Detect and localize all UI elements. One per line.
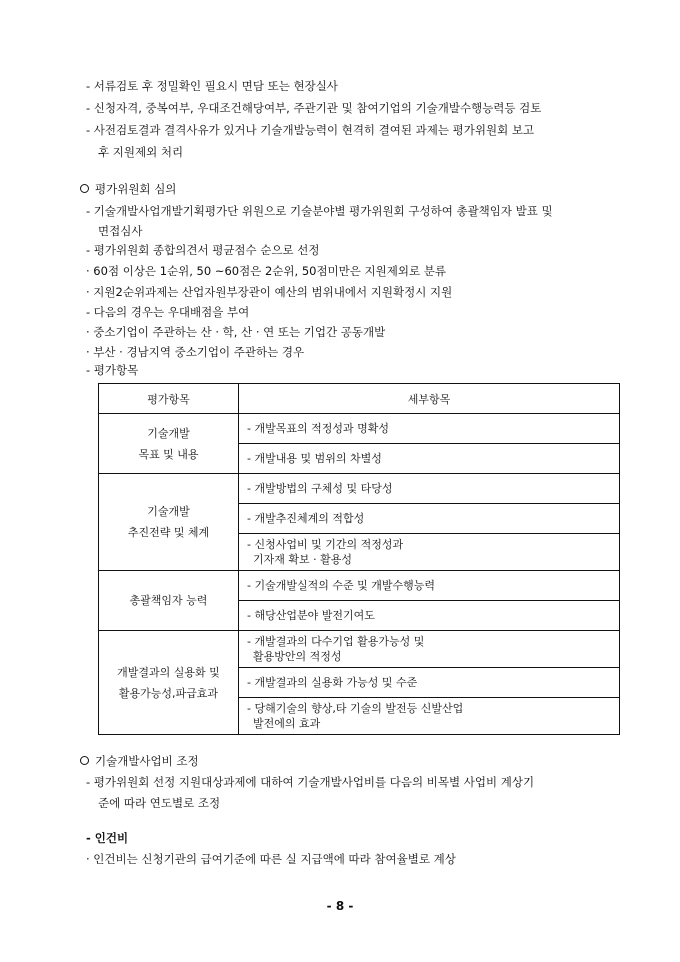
committee-line: · 부산 · 경남지역 중소기업이 주관하는 경우 — [86, 345, 305, 359]
intro-line: 후 지원제외 처리 — [98, 145, 184, 159]
item-cell: - 기술개발실적의 수준 및 개발수행능력 — [239, 571, 620, 601]
item-cell: - 개발결과의 실용화 가능성 및 수준 — [239, 668, 620, 698]
committee-line: · 60점 이상은 1순위, 50 ~60점은 2순위, 50점미만은 지원제외로 분류 — [86, 264, 446, 278]
table-row — [99, 414, 620, 444]
intro-line: - 서류검토 후 정밀확인 필요시 면담 또는 현장실사 — [86, 79, 338, 93]
circle-bullet-icon — [80, 756, 89, 765]
committee-line: · 지원2순위과제는 산업자원부장관이 예산의 범위내에서 지원확정시 지원 — [86, 285, 453, 299]
table-row — [99, 474, 620, 504]
table-header-row — [99, 384, 620, 414]
committee-line: - 다음의 경우는 우대배점을 부여 — [86, 305, 250, 319]
item-cell: - 신청사업비 및 기간의 적정성과 기자재 확보 · 활용성 — [239, 534, 620, 571]
table-header-cell: 평가항목 — [99, 384, 239, 414]
budget-line: - 평가위원회 선정 지원대상과제에 대하여 기술개발사업비를 다음의 비목별 사업비 계상기 — [86, 775, 535, 789]
category-cell: 기술개발 추진전략 및 체계 — [99, 474, 239, 571]
circle-bullet-icon — [80, 184, 89, 193]
item-cell: - 개발내용 및 범위의 차별성 — [239, 444, 620, 474]
committee-line: 면접심사 — [98, 224, 143, 238]
page-number: - 8 - — [326, 899, 354, 913]
committee-heading: 평가위원회 심의 — [80, 181, 176, 197]
committee-line: - 평가항목 — [86, 363, 139, 377]
item-cell: - 개발결과의 다수기업 활용가능성 및 활용방안의 적정성 — [239, 631, 620, 668]
item-cell: - 개발방법의 구체성 및 타당성 — [239, 474, 620, 504]
committee-line: - 기술개발사업개발기획평가단 위원으로 기술분야별 평가위원회 구성하여 총괄책임자 발표 및 — [86, 204, 553, 218]
budget-heading: 기술개발사업비 조정 — [80, 753, 199, 769]
labor-line: · 인건비는 신청기관의 급여기준에 따른 실 지급액에 따라 참여율별로 계상 — [86, 852, 456, 866]
category-cell: 개발결과의 실용화 및 활용가능성,파급효과 — [99, 631, 239, 735]
budget-line: 준에 따라 연도별로 조정 — [98, 796, 221, 810]
committee-line: - 평가위원회 종합의견서 평균점수 순으로 선정 — [86, 243, 320, 257]
evaluation-table — [98, 383, 620, 735]
committee-line: · 중소기업이 주관하는 산 · 학, 산 · 연 또는 기업간 공동개발 — [86, 325, 386, 339]
labor-heading: - 인건비 — [86, 831, 129, 845]
item-cell: - 당해기술의 향상,타 기술의 발전등 신발산업 발전에의 효과 — [239, 698, 620, 735]
item-cell: - 개발추진체계의 적합성 — [239, 504, 620, 534]
category-cell: 총괄책임자 능력 — [99, 571, 239, 631]
table-row — [99, 571, 620, 601]
table-header-cell: 세부항목 — [239, 384, 620, 414]
intro-line: - 사전검토결과 결격사유가 있거나 기술개발능력이 현격히 결여된 과제는 평가위원회 보고 — [86, 123, 535, 137]
item-cell: - 개발목표의 적정성과 명확성 — [239, 414, 620, 444]
item-cell: - 해당산업분야 발전기여도 — [239, 601, 620, 631]
intro-line: - 신청자격, 중복여부, 우대조건해당여부, 주관기관 및 참여기업의 기술개발수행능력등 검토 — [86, 101, 542, 115]
table-row — [99, 631, 620, 668]
category-cell: 기술개발 목표 및 내용 — [99, 414, 239, 474]
